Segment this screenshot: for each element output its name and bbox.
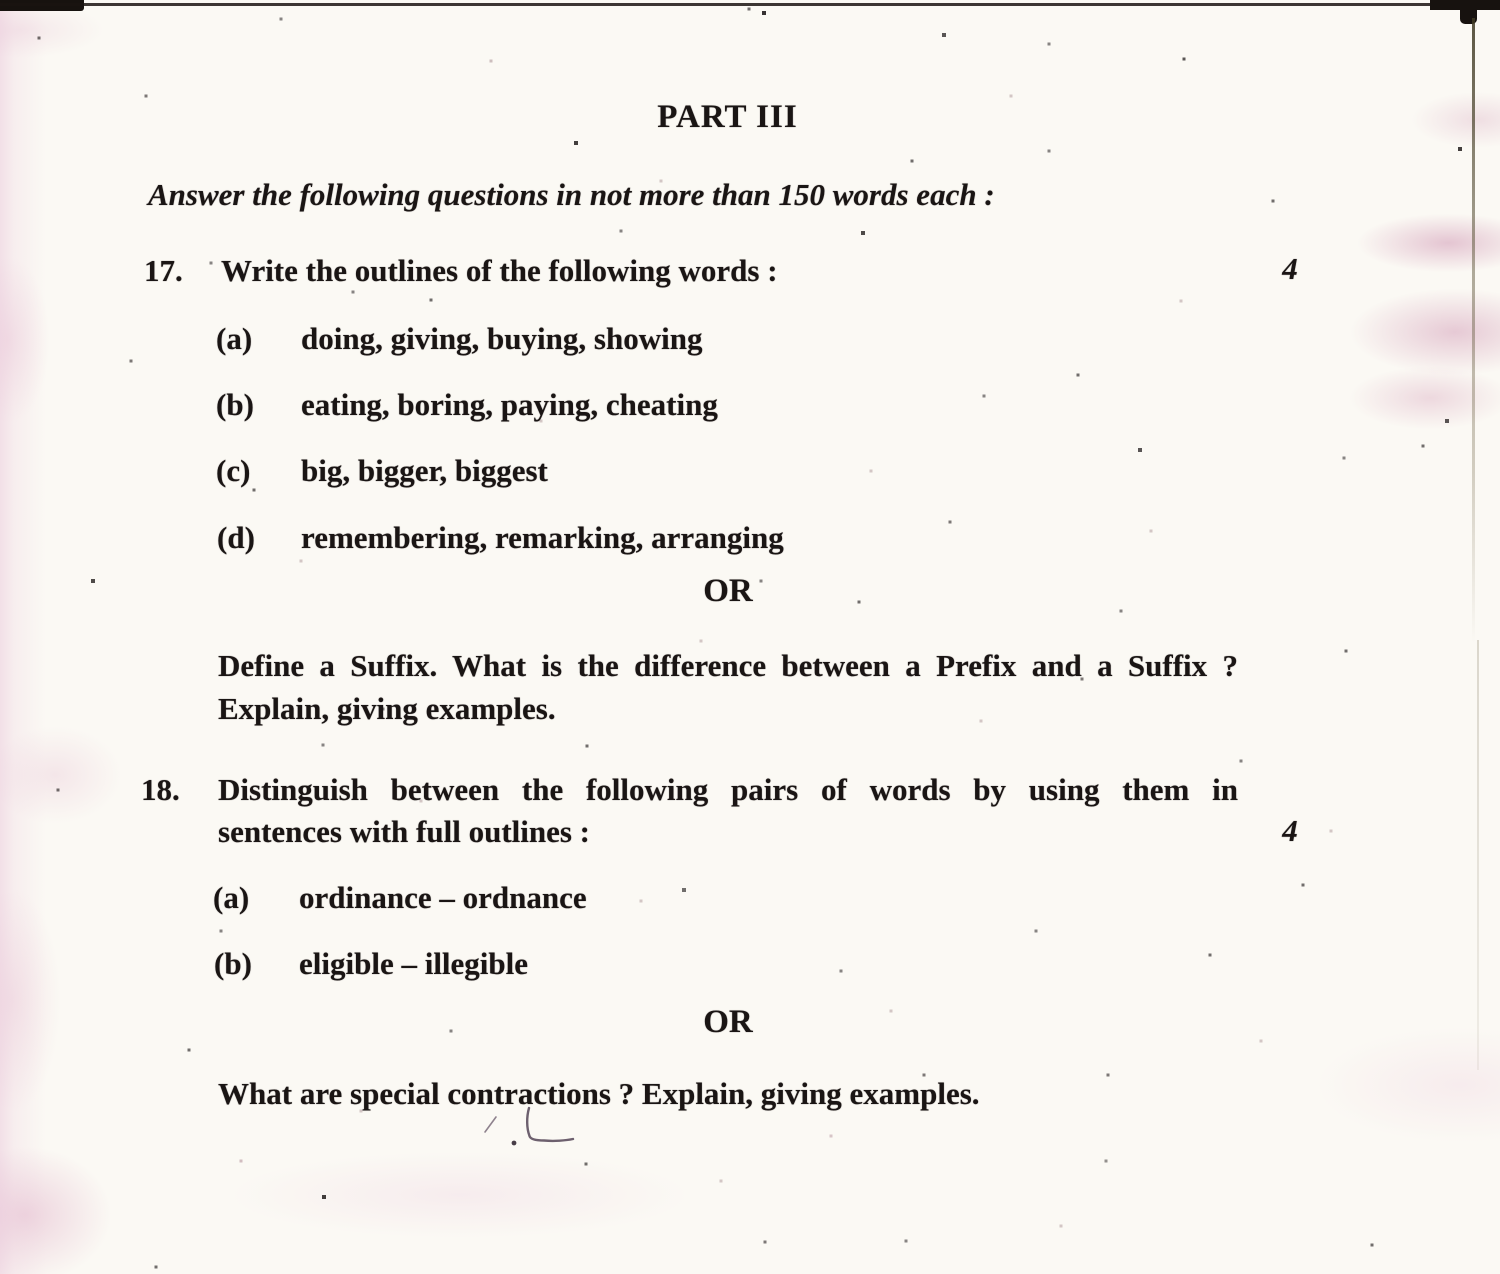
or-separator-1: OR	[703, 573, 753, 609]
q18-item-a-label: (a)	[213, 880, 250, 915]
question-18-number: 18.	[141, 772, 180, 807]
q17-item-c-text: big, bigger, biggest	[301, 453, 548, 488]
q17-alternative-line2: Explain, giving examples.	[218, 691, 556, 726]
q18-item-a-text: ordinance – ordnance	[299, 880, 587, 915]
q17-alternative-line1: Define a Suffix. What is the difference between a Prefix and a Suffix ?	[218, 648, 1238, 683]
scan-noise-faint-dots	[0, 0, 2, 2]
q18-item-b-label: (b)	[214, 946, 252, 981]
pen-scribble-mark	[460, 1095, 590, 1155]
scan-edge-line-top	[0, 3, 1468, 6]
q17-item-b-label: (b)	[216, 387, 254, 422]
page-fold-line	[1472, 18, 1475, 643]
q17-item-a-text: doing, giving, buying, showing	[301, 321, 703, 356]
question-18-marks: 4	[1282, 813, 1298, 848]
q17-item-d-text: remembering, remarking, arranging	[301, 520, 784, 555]
or-separator-2: OR	[703, 1004, 753, 1040]
q17-item-c-label: (c)	[216, 453, 251, 488]
q18-alternative-text: What are special contractions ? Explain, giving examples.	[218, 1076, 980, 1111]
question-17-number: 17.	[144, 253, 183, 288]
question-18-text-line1: Distinguish between the following pairs of words by using them in	[218, 772, 1238, 807]
question-17-text: Write the outlines of the following words :	[221, 253, 778, 288]
q18-item-b-text: eligible – illegible	[299, 946, 529, 981]
question-17-marks: 4	[1282, 251, 1298, 286]
page-fold-line-lower	[1477, 640, 1479, 1070]
q17-item-d-label: (d)	[217, 520, 255, 555]
part-heading: PART III	[657, 99, 798, 135]
instruction-line: Answer the following questions in not more than 150 words each :	[148, 177, 995, 212]
q17-item-a-label: (a)	[216, 321, 253, 356]
q17-item-b-text: eating, boring, paying, cheating	[301, 387, 718, 422]
question-18-text-line2: sentences with full outlines :	[218, 814, 590, 849]
